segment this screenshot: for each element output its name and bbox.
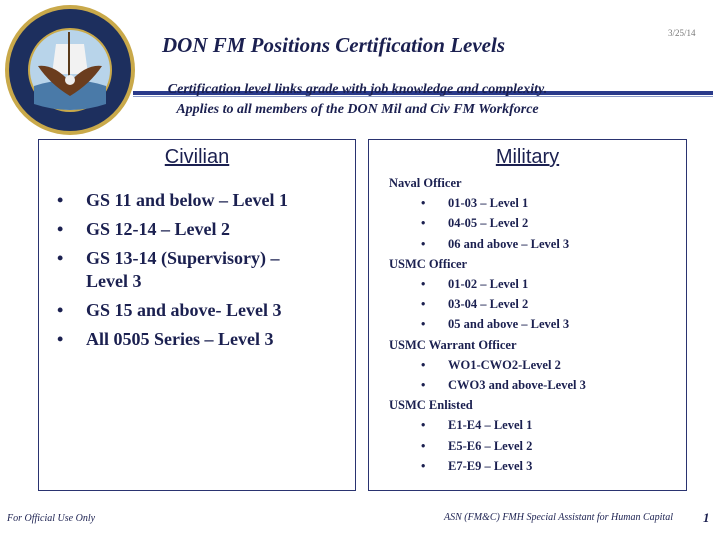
list-item: • GS 15 and above- Level 3 [57, 300, 282, 320]
navy-seal-logo [4, 4, 136, 136]
list-item: • All 0505 Series – Level 3 [57, 329, 274, 349]
list-item: • E1-E4 – Level 1 [421, 418, 533, 433]
list-item: • WO1-CWO2-Level 2 [421, 357, 561, 372]
slide-title: DON FM Positions Certification Levels [162, 33, 505, 57]
list-item: • 05 and above – Level 3 [421, 317, 570, 332]
footer-classification: For Official Use Only [7, 513, 96, 524]
military-group-heading: USMC Warrant Officer [389, 337, 517, 352]
list-item: • E5-E6 – Level 2 [421, 438, 533, 453]
subtitle-line: Applies to all members of the DON Mil and Civ FM Workforce [176, 102, 539, 117]
subtitle-line: Certification level links grade with job knowledge and complexity. [167, 82, 548, 97]
list-item: • GS 11 and below – Level 1 [57, 190, 289, 210]
list-item: • CWO3 and above-Level 3 [421, 378, 586, 393]
list-item: • 06 and above – Level 3 [421, 236, 570, 251]
military-panel [368, 139, 687, 491]
slide-date: 3/25/14 [668, 28, 696, 38]
subtitle [130, 80, 585, 120]
list-item: • GS 12-14 – Level 2 [57, 219, 230, 239]
military-group-heading: USMC Enlisted [389, 398, 473, 413]
list-item: • 01-03 – Level 1 [421, 196, 529, 211]
list-item: • GS 13-14 (Supervisory) – Level 3 [57, 248, 280, 291]
civilian-heading: Civilian [164, 146, 230, 168]
list-item: • E7-E9 – Level 3 [421, 458, 533, 473]
military-group-heading: Naval Officer [389, 176, 462, 190]
list-item: • 04-05 – Level 2 [421, 216, 529, 231]
page-number: 1 [703, 510, 710, 525]
list-item: • 01-02 – Level 1 [421, 277, 529, 292]
military-heading: Military [495, 146, 560, 168]
footer-office: ASN (FM&C) FMH Special Assistant for Human Capital [444, 512, 673, 523]
list-item: • 03-04 – Level 2 [421, 297, 529, 312]
military-group-heading: USMC Officer [389, 256, 468, 271]
civilian-panel [38, 139, 356, 491]
